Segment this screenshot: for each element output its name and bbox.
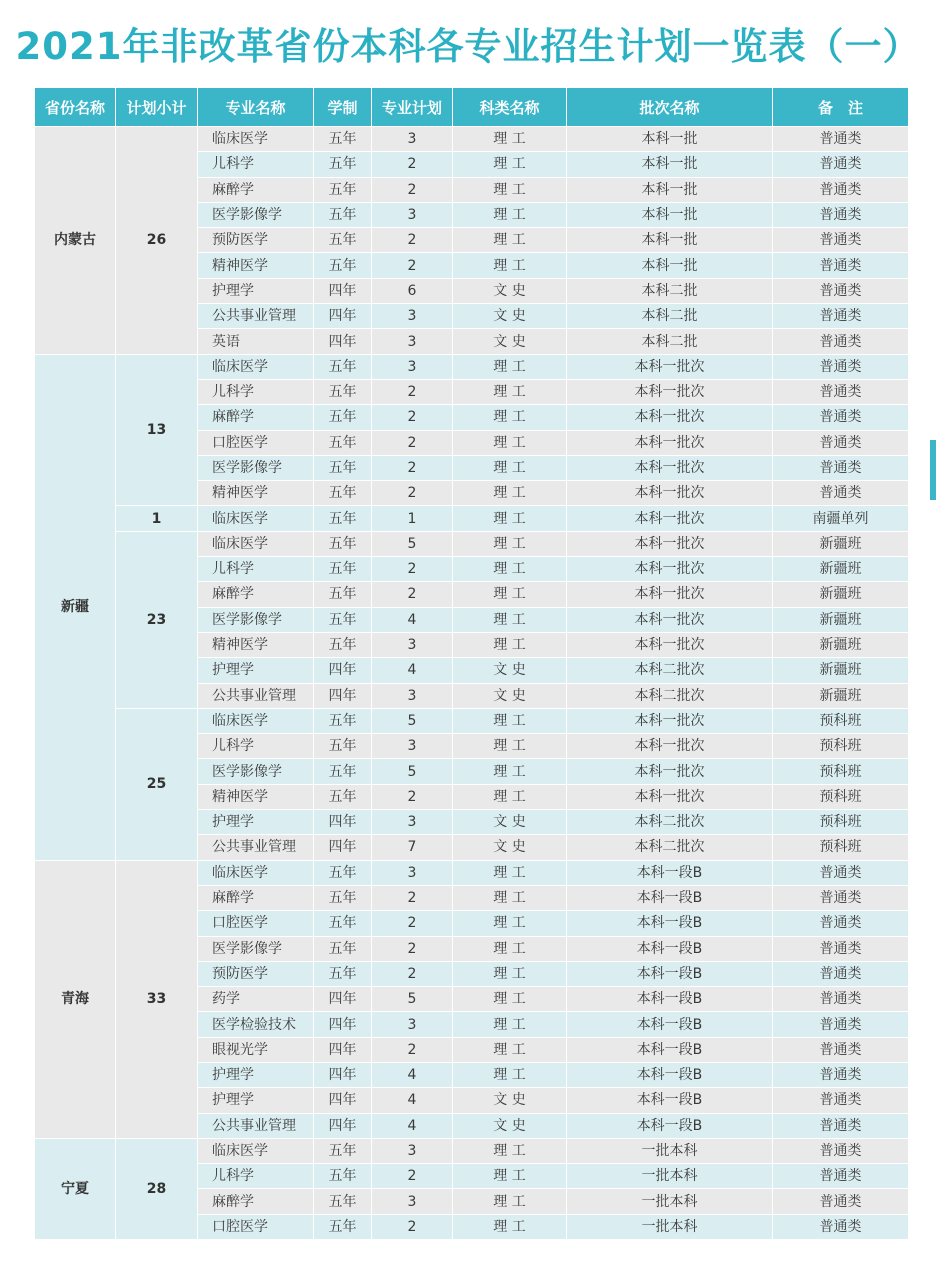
major-cell: 儿科学 (198, 1164, 314, 1189)
major-cell: 医学影像学 (198, 455, 314, 480)
batch-cell: 本科一批次 (567, 582, 773, 607)
plan-cell: 2 (372, 253, 453, 278)
category-cell: 文 史 (453, 278, 567, 303)
note-cell: 预科班 (773, 708, 909, 733)
header-row (35, 88, 909, 127)
category-cell: 理 工 (453, 481, 567, 506)
major-cell: 公共事业管理 (198, 1113, 314, 1138)
batch-cell: 一批本科 (567, 1164, 773, 1189)
duration-cell: 五年 (314, 759, 372, 784)
header-category: 科类名称 (453, 88, 567, 127)
note-cell: 新疆班 (773, 557, 909, 582)
batch-cell: 本科二批次 (567, 658, 773, 683)
province-name-cell: 内蒙古 (35, 127, 116, 355)
category-cell: 文 史 (453, 683, 567, 708)
plan-cell: 2 (372, 228, 453, 253)
duration-cell: 五年 (314, 557, 372, 582)
note-cell: 新疆班 (773, 531, 909, 556)
note-cell: 普通类 (773, 127, 909, 152)
table-body (35, 127, 909, 1240)
major-cell: 精神医学 (198, 481, 314, 506)
note-cell: 预科班 (773, 835, 909, 860)
batch-cell: 一批本科 (567, 1214, 773, 1239)
duration-cell: 五年 (314, 860, 372, 885)
subtotal-cell: 26 (116, 127, 198, 355)
category-cell: 理 工 (453, 127, 567, 152)
batch-cell: 一批本科 (567, 1138, 773, 1163)
batch-cell: 本科一段B (567, 936, 773, 961)
subtotal-cell: 13 (116, 354, 198, 506)
plan-cell: 3 (372, 354, 453, 379)
duration-cell: 五年 (314, 177, 372, 202)
plan-cell: 3 (372, 632, 453, 657)
batch-cell: 本科一段B (567, 860, 773, 885)
category-cell: 理 工 (453, 557, 567, 582)
plan-cell: 3 (372, 860, 453, 885)
major-cell: 麻醉学 (198, 582, 314, 607)
plan-cell: 3 (372, 810, 453, 835)
major-cell: 公共事业管理 (198, 683, 314, 708)
plan-cell: 2 (372, 961, 453, 986)
batch-cell: 本科一批次 (567, 506, 773, 531)
batch-cell: 本科一批次 (567, 405, 773, 430)
category-cell: 理 工 (453, 177, 567, 202)
batch-cell: 本科一段B (567, 911, 773, 936)
batch-cell: 本科二批 (567, 278, 773, 303)
plan-cell: 2 (372, 1164, 453, 1189)
major-cell: 麻醉学 (198, 1189, 314, 1214)
page-edge-tab (930, 440, 936, 500)
duration-cell: 五年 (314, 1164, 372, 1189)
major-cell: 医学影像学 (198, 202, 314, 227)
duration-cell: 四年 (314, 329, 372, 354)
duration-cell: 五年 (314, 354, 372, 379)
note-cell: 普通类 (773, 379, 909, 404)
major-cell: 医学影像学 (198, 607, 314, 632)
plan-cell: 3 (372, 1189, 453, 1214)
subtotal-cell: 28 (116, 1138, 198, 1239)
plan-cell: 3 (372, 1138, 453, 1163)
note-cell: 预科班 (773, 810, 909, 835)
subtotal-cell: 23 (116, 531, 198, 708)
category-cell: 理 工 (453, 759, 567, 784)
batch-cell: 本科二批次 (567, 835, 773, 860)
note-cell: 新疆班 (773, 632, 909, 657)
duration-cell: 五年 (314, 379, 372, 404)
plan-cell: 3 (372, 202, 453, 227)
plan-cell: 2 (372, 936, 453, 961)
category-cell: 文 史 (453, 658, 567, 683)
batch-cell: 本科二批 (567, 304, 773, 329)
duration-cell: 五年 (314, 531, 372, 556)
major-cell: 眼视光学 (198, 1037, 314, 1062)
category-cell: 理 工 (453, 582, 567, 607)
note-cell: 普通类 (773, 987, 909, 1012)
duration-cell: 五年 (314, 202, 372, 227)
plan-cell: 2 (372, 405, 453, 430)
major-cell: 护理学 (198, 810, 314, 835)
plan-cell: 1 (372, 506, 453, 531)
batch-cell: 本科一批 (567, 177, 773, 202)
note-cell: 普通类 (773, 860, 909, 885)
plan-cell: 7 (372, 835, 453, 860)
major-cell: 儿科学 (198, 734, 314, 759)
table-row (35, 127, 909, 152)
batch-cell: 本科二批次 (567, 683, 773, 708)
batch-cell: 本科一批次 (567, 430, 773, 455)
category-cell: 文 史 (453, 1113, 567, 1138)
plan-cell: 4 (372, 1113, 453, 1138)
major-cell: 临床医学 (198, 506, 314, 531)
category-cell: 理 工 (453, 455, 567, 480)
note-cell: 普通类 (773, 936, 909, 961)
category-cell: 文 史 (453, 810, 567, 835)
duration-cell: 五年 (314, 961, 372, 986)
duration-cell: 五年 (314, 1138, 372, 1163)
plan-cell: 3 (372, 683, 453, 708)
major-cell: 麻醉学 (198, 405, 314, 430)
note-cell: 普通类 (773, 354, 909, 379)
duration-cell: 四年 (314, 835, 372, 860)
category-cell: 理 工 (453, 885, 567, 910)
header-major: 专业名称 (198, 88, 314, 127)
batch-cell: 本科一批次 (567, 354, 773, 379)
major-cell: 临床医学 (198, 1138, 314, 1163)
plan-cell: 2 (372, 430, 453, 455)
enrollment-table (34, 87, 909, 1240)
major-cell: 临床医学 (198, 127, 314, 152)
plan-cell: 3 (372, 127, 453, 152)
plan-cell: 3 (372, 1012, 453, 1037)
note-cell: 普通类 (773, 1088, 909, 1113)
plan-cell: 4 (372, 1088, 453, 1113)
duration-cell: 四年 (314, 304, 372, 329)
major-cell: 口腔医学 (198, 430, 314, 455)
subtotal-cell: 1 (116, 506, 198, 531)
duration-cell: 四年 (314, 683, 372, 708)
duration-cell: 五年 (314, 1189, 372, 1214)
batch-cell: 本科一段B (567, 1088, 773, 1113)
header-note: 备 注 (773, 88, 909, 127)
note-cell: 普通类 (773, 152, 909, 177)
major-cell: 医学影像学 (198, 759, 314, 784)
category-cell: 理 工 (453, 708, 567, 733)
batch-cell: 本科一批次 (567, 708, 773, 733)
duration-cell: 五年 (314, 430, 372, 455)
duration-cell: 五年 (314, 607, 372, 632)
plan-cell: 2 (372, 557, 453, 582)
note-cell: 普通类 (773, 430, 909, 455)
duration-cell: 五年 (314, 253, 372, 278)
header-batch: 批次名称 (567, 88, 773, 127)
category-cell: 理 工 (453, 1037, 567, 1062)
subtotal-cell: 25 (116, 708, 198, 860)
major-cell: 医学影像学 (198, 936, 314, 961)
batch-cell: 本科一批次 (567, 557, 773, 582)
note-cell: 普通类 (773, 253, 909, 278)
duration-cell: 四年 (314, 1037, 372, 1062)
duration-cell: 五年 (314, 885, 372, 910)
category-cell: 理 工 (453, 531, 567, 556)
major-cell: 预防医学 (198, 228, 314, 253)
duration-cell: 五年 (314, 127, 372, 152)
batch-cell: 本科一批次 (567, 455, 773, 480)
province-name-cell: 新疆 (35, 354, 116, 860)
note-cell: 预科班 (773, 759, 909, 784)
note-cell: 普通类 (773, 1037, 909, 1062)
duration-cell: 四年 (314, 987, 372, 1012)
plan-cell: 4 (372, 607, 453, 632)
category-cell: 理 工 (453, 1164, 567, 1189)
duration-cell: 五年 (314, 405, 372, 430)
note-cell: 普通类 (773, 304, 909, 329)
note-cell: 普通类 (773, 911, 909, 936)
note-cell: 普通类 (773, 961, 909, 986)
header-subtotal: 计划小计 (116, 88, 198, 127)
batch-cell: 本科一段B (567, 987, 773, 1012)
batch-cell: 本科一批 (567, 253, 773, 278)
category-cell: 理 工 (453, 202, 567, 227)
note-cell: 普通类 (773, 202, 909, 227)
category-cell: 文 史 (453, 304, 567, 329)
major-cell: 儿科学 (198, 557, 314, 582)
plan-cell: 2 (372, 379, 453, 404)
batch-cell: 本科一批次 (567, 632, 773, 657)
plan-cell: 5 (372, 759, 453, 784)
note-cell: 南疆单列 (773, 506, 909, 531)
batch-cell: 本科一段B (567, 1113, 773, 1138)
duration-cell: 五年 (314, 784, 372, 809)
note-cell: 普通类 (773, 228, 909, 253)
note-cell: 普通类 (773, 1164, 909, 1189)
plan-cell: 4 (372, 658, 453, 683)
major-cell: 麻醉学 (198, 885, 314, 910)
plan-cell: 3 (372, 304, 453, 329)
batch-cell: 本科一批 (567, 127, 773, 152)
table-row (35, 354, 909, 379)
plan-cell: 3 (372, 734, 453, 759)
table-row (35, 506, 909, 531)
major-cell: 英语 (198, 329, 314, 354)
note-cell: 普通类 (773, 405, 909, 430)
category-cell: 文 史 (453, 835, 567, 860)
note-cell: 普通类 (773, 1138, 909, 1163)
category-cell: 文 史 (453, 1088, 567, 1113)
note-cell: 预科班 (773, 734, 909, 759)
category-cell: 理 工 (453, 961, 567, 986)
batch-cell: 本科一批次 (567, 379, 773, 404)
plan-cell: 3 (372, 329, 453, 354)
major-cell: 护理学 (198, 1088, 314, 1113)
category-cell: 理 工 (453, 911, 567, 936)
major-cell: 临床医学 (198, 708, 314, 733)
duration-cell: 五年 (314, 582, 372, 607)
major-cell: 口腔医学 (198, 1214, 314, 1239)
category-cell: 文 史 (453, 329, 567, 354)
category-cell: 理 工 (453, 152, 567, 177)
major-cell: 临床医学 (198, 860, 314, 885)
category-cell: 理 工 (453, 506, 567, 531)
plan-cell: 2 (372, 455, 453, 480)
batch-cell: 本科一批次 (567, 784, 773, 809)
batch-cell: 本科一批次 (567, 607, 773, 632)
category-cell: 理 工 (453, 1189, 567, 1214)
plan-cell: 5 (372, 708, 453, 733)
duration-cell: 五年 (314, 1214, 372, 1239)
batch-cell: 本科一批次 (567, 481, 773, 506)
page-title: 2021年非改革省份本科各专业招生计划一览表（一） (15, 25, 921, 68)
category-cell: 理 工 (453, 379, 567, 404)
duration-cell: 五年 (314, 734, 372, 759)
note-cell: 普通类 (773, 177, 909, 202)
plan-cell: 2 (372, 152, 453, 177)
note-cell: 普通类 (773, 481, 909, 506)
note-cell: 新疆班 (773, 607, 909, 632)
duration-cell: 五年 (314, 455, 372, 480)
major-cell: 医学检验技术 (198, 1012, 314, 1037)
batch-cell: 一批本科 (567, 1189, 773, 1214)
duration-cell: 四年 (314, 658, 372, 683)
province-name-cell: 宁夏 (35, 1138, 116, 1239)
note-cell: 新疆班 (773, 582, 909, 607)
note-cell: 预科班 (773, 784, 909, 809)
batch-cell: 本科一批 (567, 228, 773, 253)
note-cell: 普通类 (773, 1113, 909, 1138)
plan-cell: 5 (372, 531, 453, 556)
major-cell: 口腔医学 (198, 911, 314, 936)
header-province: 省份名称 (35, 88, 116, 127)
major-cell: 公共事业管理 (198, 304, 314, 329)
major-cell: 精神医学 (198, 253, 314, 278)
plan-cell: 2 (372, 784, 453, 809)
batch-cell: 本科一批 (567, 152, 773, 177)
table-row (35, 708, 909, 733)
plan-cell: 2 (372, 177, 453, 202)
category-cell: 理 工 (453, 354, 567, 379)
plan-cell: 4 (372, 1062, 453, 1087)
batch-cell: 本科一段B (567, 1037, 773, 1062)
plan-cell: 2 (372, 885, 453, 910)
major-cell: 临床医学 (198, 531, 314, 556)
note-cell: 普通类 (773, 278, 909, 303)
major-cell: 精神医学 (198, 632, 314, 657)
duration-cell: 五年 (314, 708, 372, 733)
batch-cell: 本科一批次 (567, 531, 773, 556)
header-duration: 学制 (314, 88, 372, 127)
category-cell: 理 工 (453, 430, 567, 455)
plan-cell: 2 (372, 911, 453, 936)
subtotal-cell: 33 (116, 860, 198, 1138)
duration-cell: 五年 (314, 506, 372, 531)
table-row (35, 531, 909, 556)
header-plan: 专业计划 (372, 88, 453, 127)
category-cell: 理 工 (453, 1138, 567, 1163)
category-cell: 理 工 (453, 784, 567, 809)
batch-cell: 本科一批次 (567, 759, 773, 784)
major-cell: 护理学 (198, 278, 314, 303)
note-cell: 普通类 (773, 1214, 909, 1239)
batch-cell: 本科一批次 (567, 734, 773, 759)
duration-cell: 四年 (314, 1113, 372, 1138)
category-cell: 理 工 (453, 860, 567, 885)
plan-cell: 2 (372, 481, 453, 506)
duration-cell: 五年 (314, 936, 372, 961)
note-cell: 普通类 (773, 1189, 909, 1214)
plan-cell: 2 (372, 1037, 453, 1062)
category-cell: 理 工 (453, 936, 567, 961)
note-cell: 普通类 (773, 329, 909, 354)
note-cell: 新疆班 (773, 683, 909, 708)
major-cell: 麻醉学 (198, 177, 314, 202)
duration-cell: 五年 (314, 632, 372, 657)
table-row (35, 1138, 909, 1163)
major-cell: 精神医学 (198, 784, 314, 809)
table-row (35, 860, 909, 885)
note-cell: 普通类 (773, 455, 909, 480)
category-cell: 理 工 (453, 1012, 567, 1037)
major-cell: 临床医学 (198, 354, 314, 379)
batch-cell: 本科一段B (567, 1012, 773, 1037)
batch-cell: 本科一批 (567, 202, 773, 227)
plan-cell: 5 (372, 987, 453, 1012)
batch-cell: 本科一段B (567, 885, 773, 910)
major-cell: 护理学 (198, 658, 314, 683)
plan-cell: 2 (372, 582, 453, 607)
category-cell: 理 工 (453, 987, 567, 1012)
note-cell: 普通类 (773, 885, 909, 910)
category-cell: 理 工 (453, 253, 567, 278)
category-cell: 理 工 (453, 734, 567, 759)
major-cell: 儿科学 (198, 152, 314, 177)
category-cell: 理 工 (453, 607, 567, 632)
province-name-cell: 青海 (35, 860, 116, 1138)
major-cell: 护理学 (198, 1062, 314, 1087)
batch-cell: 本科二批次 (567, 810, 773, 835)
duration-cell: 四年 (314, 1088, 372, 1113)
category-cell: 理 工 (453, 228, 567, 253)
duration-cell: 五年 (314, 481, 372, 506)
note-cell: 普通类 (773, 1012, 909, 1037)
major-cell: 儿科学 (198, 379, 314, 404)
duration-cell: 五年 (314, 152, 372, 177)
batch-cell: 本科二批 (567, 329, 773, 354)
plan-cell: 6 (372, 278, 453, 303)
major-cell: 公共事业管理 (198, 835, 314, 860)
batch-cell: 本科一段B (567, 961, 773, 986)
major-cell: 药学 (198, 987, 314, 1012)
note-cell: 新疆班 (773, 658, 909, 683)
batch-cell: 本科一段B (567, 1062, 773, 1087)
category-cell: 理 工 (453, 405, 567, 430)
category-cell: 理 工 (453, 632, 567, 657)
duration-cell: 五年 (314, 911, 372, 936)
duration-cell: 四年 (314, 1062, 372, 1087)
duration-cell: 四年 (314, 278, 372, 303)
category-cell: 理 工 (453, 1062, 567, 1087)
duration-cell: 五年 (314, 228, 372, 253)
major-cell: 预防医学 (198, 961, 314, 986)
duration-cell: 四年 (314, 810, 372, 835)
plan-cell: 2 (372, 1214, 453, 1239)
category-cell: 理 工 (453, 1214, 567, 1239)
note-cell: 普通类 (773, 1062, 909, 1087)
duration-cell: 四年 (314, 1012, 372, 1037)
